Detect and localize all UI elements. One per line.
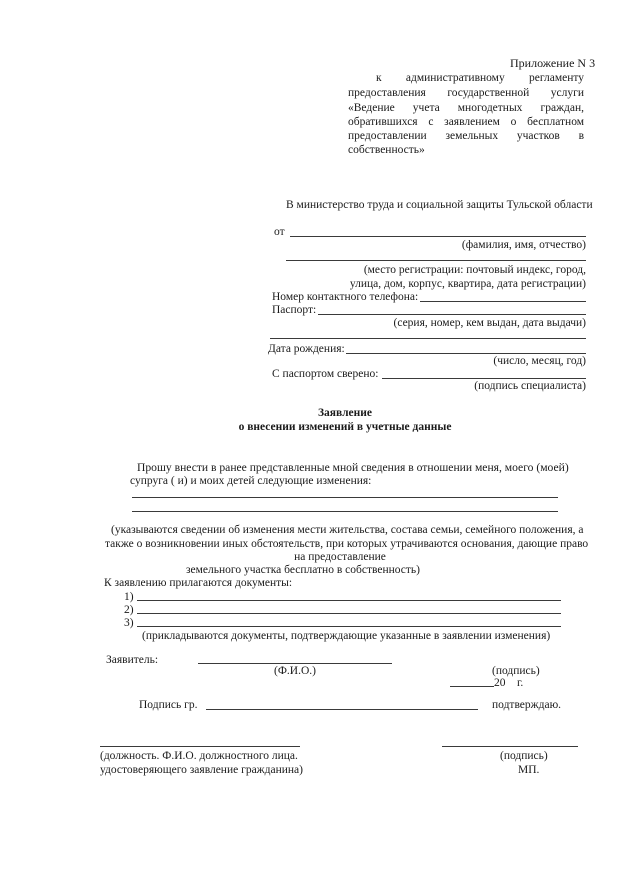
attachments-label: К заявлению прилагаются документы: [104,577,293,589]
note-line-2: также о возникновении иных обстоятельств, при которых утрачиваются основания, дающие право [105,538,589,550]
appendix-title: Приложение N 3 [510,56,596,70]
official-sign-hint: (подпись) [500,750,548,762]
birth-label: Дата рождения: [268,343,345,355]
date-field[interactable] [450,686,494,687]
header-line-1: к административному регламенту [376,72,584,84]
attachment-field-1[interactable] [137,600,561,601]
statement-body-1: Прошу внести в ранее представленные мной сведения в отношении меня, моего (моей) [137,461,569,474]
attachments-hint: (прикладываются документы, подтверждающие указанные в заявлении изменения) [142,630,551,642]
name-field[interactable] [290,236,586,237]
stamp-label: МП. [518,764,540,776]
name-hint: (фамилия, имя, отчество) [461,239,586,251]
header-line-6: собственность» [348,144,425,156]
header-line-5: предоставлении земельных участков в [348,130,584,142]
passport-field-2[interactable] [270,338,586,339]
addressee-to: В министерство труда и социальной защиты Тульской области [286,199,593,211]
attachment-item-3: 3) [124,617,134,629]
changes-line-1[interactable] [132,497,558,498]
note-line-1: (указываются сведении об изменения мести жительства, состава семьи, семейного положения, а [111,524,584,536]
applicant-sign-hint: (подпись) [492,665,540,677]
statement-subtitle: о внесении изменений в учетные данные [238,421,452,433]
official-field[interactable] [100,746,300,747]
phone-label: Номер контактного телефона: [272,291,419,303]
statement-body-2: супруга ( и) и моих детей следующие изменения: [130,475,372,487]
confirm-label: подтверждаю. [492,699,562,711]
passport-field[interactable] [318,314,586,315]
phone-field[interactable] [420,301,586,302]
passport-label: Паспорт: [272,304,317,316]
official-sign-field[interactable] [442,746,578,747]
header-line-3: «Ведение учета многодетных граждан, [348,102,584,114]
attachment-field-2[interactable] [137,613,561,614]
verified-hint: (подпись специалиста) [474,380,586,392]
official-hint-2: удостоверяющего заявление гражданина) [100,764,303,776]
attachment-item-2: 2) [124,604,134,616]
signature-of-field[interactable] [206,709,478,710]
applicant-label: Заявитель: [106,654,159,666]
address-field[interactable] [286,260,586,261]
changes-line-2[interactable] [132,511,558,512]
signature-of-label: Подпись гр. [139,699,198,711]
official-hint-1: (должность. Ф.И.О. должностного лица. [100,750,298,762]
attachment-field-3[interactable] [137,626,561,627]
year-label: 20 г. [494,677,524,689]
birth-hint: (число, месяц, год) [493,355,586,367]
header-line-4: обратившихся с заявлением о бесплатном [348,116,584,128]
verified-label: С паспортом сверено: [272,368,379,380]
note-line-4: земельного участка бесплатно в собственность) [186,564,420,576]
address-hint-1: (место регистрации: почтовый индекс, город, [363,264,586,276]
statement-title: Заявление [317,407,372,419]
note-line-3: на предоставление [294,551,386,563]
header-line-2: предоставления государственной услуги [348,87,584,99]
address-hint-2: улица, дом, корпус, квартира, дата регистрации) [349,278,586,290]
fio-hint: (Ф.И.О.) [274,665,316,677]
passport-hint: (серия, номер, кем выдан, дата выдачи) [393,317,586,329]
from-label: от [274,226,285,238]
attachment-item-1: 1) [124,591,134,603]
